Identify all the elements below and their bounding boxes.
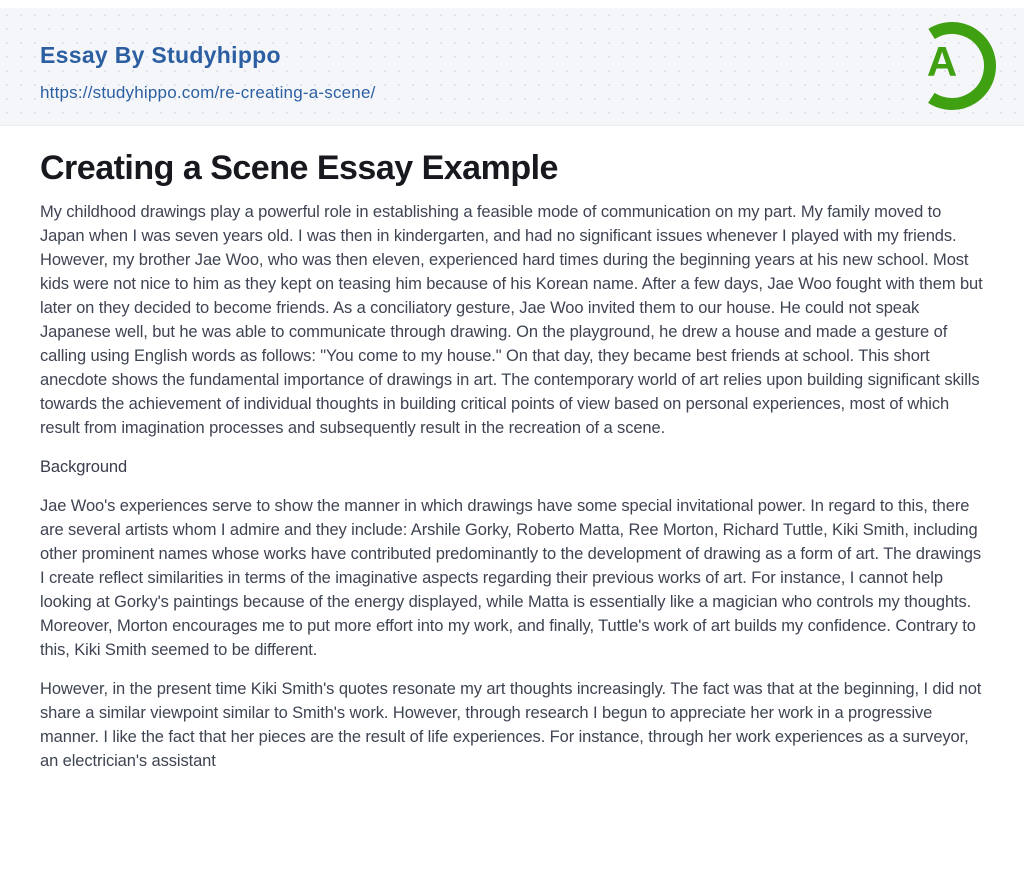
section-heading-background: Background [40,458,128,476]
essay-paragraph-artists: Jae Woo's experiences serve to show the manner in which drawings have some special invitational power. In regard to this, there are several artists whom I admire and they include: Arshile Gorky, Roberto Matta, Ree Morton, Richard Tuttle, Kiki Smith, including other prominent names whose works have contributed predominantly to the development of drawing as a form of art. The drawings I create reflect similarities in terms of the imaginative aspects regarding their previous works of art. For instance, I cannot help looking at Gorky's paintings because of the energy displayed, while Matta is essentially like a magician who controls my thoughts. Moreover, Morton encourages me to put more effort into my work, and finally, Tuttle's work of art builds my confidence. Contrary to this, Kiki Smith seemed to be different. [40,497,982,659]
page-url-link[interactable]: https://studyhippo.com/re-creating-a-scene/ [40,83,376,102]
logo-letter: A [926,38,958,85]
studyhippo-logo-icon [908,22,996,110]
page [0,8,1024,896]
page-header [0,8,1024,126]
site-title: Essay By Studyhippo [40,42,281,68]
essay-content [0,126,1024,773]
essay-title: Creating a Scene Essay Example [40,149,558,187]
essay-paragraph-kiki-smith: However, in the present time Kiki Smith's quotes resonate my art thoughts increasingly. The fact was that at the beginning, I did not share a similar viewpoint similar to Smith's work. However, through research I begun to appreciate her work in a progressive manner. I like the fact that her pieces are the result of life experiences. For instance, through her work experiences as a surveyor, an electrician's assistant [40,680,982,770]
essay-paragraph-intro: My childhood drawings play a powerful role in establishing a feasible mode of communication on my part. My family moved to Japan when I was seven years old. I was then in kindergarten, and had no significant issues whenever I played with my friends. However, my brother Jae Woo, who was then eleven, experienced hard times during the beginning years at his new school. Most kids were not nice to him as they kept on teasing him because of his Korean name. After a few days, Jae Woo fought with them but later on they decided to become friends. As a conciliatory gesture, Jae Woo invited them to our house. He could not speak Japanese well, but he was able to communicate through drawing. On the playground, he drew a house and made a gesture of calling using English words as follows: "You come to my house." On that day, they became best friends at school. This short anecdote shows the fundamental importance of drawings in art. The contemporary world of art relies upon building significant skills towards the achievement of individual thoughts in building critical points of view based on personal experiences, most of which result from imagination processes and subsequently result in the recreation of a scene. [40,203,983,437]
